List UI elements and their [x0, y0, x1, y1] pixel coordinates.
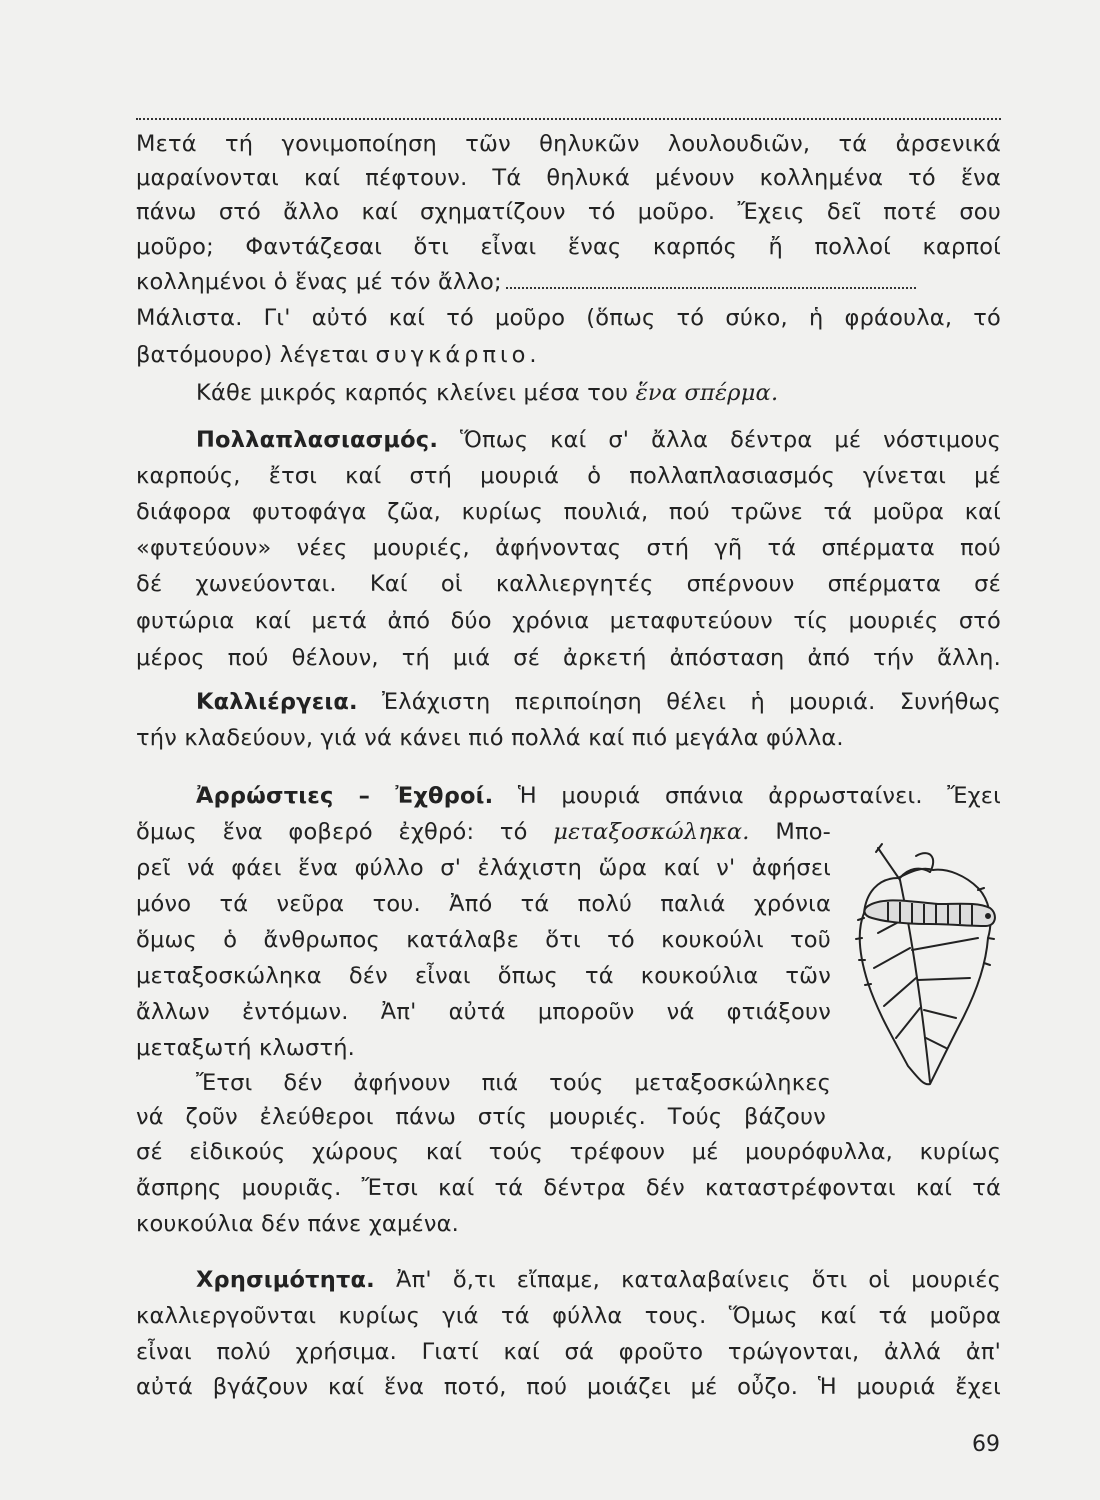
- text-line: πάνω στό ἄλλο καί σχηματίζουν τό μοῦρο. Ἔχεις δεῖ ποτέ σου: [136, 199, 1001, 225]
- text-line: καρπούς, ἔτσι καί στή μουριά ὁ πολλαπλασιασμός γίνεται μέ: [136, 463, 1001, 489]
- mulberry-leaf-with-silkworm-icon: [838, 838, 1016, 1088]
- text-line: [196, 1264, 1001, 1296]
- text-line: δέ χωνεύονται. Καί οἱ καλλιεργητές σπέρνουν σπέρματα σέ: [136, 571, 1001, 597]
- text-fragment: Κάθε μικρός καρπός κλείνει μέσα του: [196, 380, 629, 406]
- text-line: σέ εἰδικούς χώρους καί τούς τρέφουν μέ μουρόφυλλα, κυρίως: [136, 1139, 1001, 1165]
- italic-term: ἕνα σπέρμα.: [635, 380, 779, 406]
- text-line: μεταξωτή κλωστή.: [136, 1035, 356, 1061]
- text-line: αὐτά βγάζουν καί ἕνα ποτό, πού μοιάζει μέ οὖζο. Ἡ μουριά ἔχει: [136, 1374, 1001, 1400]
- text-fragment: Ἡ μουριά σπάνια ἀρρωσταίνει. Ἔχει: [517, 783, 1001, 809]
- text-line: μόνο τά νεῦρα του. Ἀπό τά πολύ παλιά χρόνια: [136, 891, 831, 917]
- text-line: φυτώρια καί μετά ἀπό δύο χρόνια μεταφυτεύουν τίς μουριές στό: [136, 608, 1001, 634]
- section-heading-diseases: Ἀρρώστιες – Ἐχθροί.: [196, 783, 494, 809]
- text-line: [196, 377, 778, 409]
- text-line: τήν κλαδεύουν, γιά νά κάνει πιό πολλά καί πιό μεγάλα φύλλα.: [136, 725, 844, 751]
- text-line: Μετά τή γονιμοποίηση τῶν θηλυκῶν λουλουδιῶν, τά ἀρσενικά: [136, 131, 1001, 157]
- text-line: διάφορα φυτοφάγα ζῶα, κυρίως πουλιά, πού τρῶνε τά μοῦρα καί: [136, 499, 1001, 525]
- text-line: [196, 424, 1001, 456]
- text-line: [136, 339, 537, 371]
- text-fragment: κολλημένοι ὁ ἕνας μέ τόν ἄλλο;: [136, 269, 502, 295]
- text-line: μέρος πού θέλουν, τή μιά σέ ἀρκετή ἀπόσταση ἀπό τήν ἄλλη.: [136, 645, 1001, 671]
- text-line: ἄσπρης μουριᾶς. Ἔτσι καί τά δέντρα δέν καταστρέφονται καί τά: [136, 1175, 1001, 1201]
- text-line: ἄλλων ἐντόμων. Ἀπ' αὐτά μποροῦν νά φτιάξουν: [136, 999, 831, 1025]
- text-line: μεταξοσκώληκα δέν εἶναι ὅπως τά κουκούλια τῶν: [136, 963, 831, 989]
- text-line: [136, 816, 831, 848]
- text-fragment: Ὅπως καί σ' ἄλλα δέντρα μέ νόστιμους: [460, 427, 1001, 453]
- italic-term: μεταξοσκώληκα.: [553, 819, 750, 845]
- text-line: Ἔτσι δέν ἀφήνουν πιά τούς μεταξοσκώληκες: [196, 1070, 831, 1096]
- text-line: Μάλιστα. Γι' αὐτό καί τό μοῦρο (ὅπως τό σύκο, ἡ φράουλα, τό: [136, 305, 1001, 331]
- text-fragment: Μπο-: [775, 819, 831, 845]
- section-heading-usefulness: Χρησιμότητα.: [196, 1267, 375, 1293]
- text-line: μαραίνονται καί πέφτουν. Τά θηλυκά μένουν κολλημένα τό ἕνα: [136, 165, 1001, 191]
- text-line: καλλιεργοῦνται κυρίως γιά τά φύλλα τους. Ὅμως καί τά μοῦρα: [136, 1303, 1001, 1329]
- text-line: [136, 266, 1001, 298]
- page-number: 69: [972, 1432, 1000, 1457]
- text-line: ὅμως ὁ ἄνθρωπος κατάλαβε ὅτι τό κουκούλι τοῦ: [136, 927, 831, 953]
- text-fragment: ὅμως ἕνα φοβερό ἐχθρό: τό: [136, 819, 528, 845]
- top-dotted-rule: [136, 98, 1001, 120]
- text-fragment: Ἀπ' ὅ,τι εἴπαμε, καταλαβαίνεις ὅτι οἱ μουριές: [396, 1267, 1001, 1293]
- text-fragment: .: [529, 342, 537, 368]
- text-line: κουκούλια δέν πάνε χαμένα.: [136, 1211, 459, 1237]
- text-fragment: βατόμουρο) λέγεται: [136, 342, 369, 368]
- section-heading-reproduction: Πολλαπλασιασμός.: [196, 427, 439, 453]
- text-line: εἶναι πολύ χρήσιμα. Γιατί καί σά φροῦτο τρώγονται, ἀλλά ἀπ': [136, 1339, 1001, 1365]
- text-line: μοῦρο; Φαντάζεσαι ὅτι εἶναι ἕνας καρπός ἤ πολλοί καρποί: [136, 234, 1001, 260]
- text-fragment: Ἐλάχιστη περιποίηση θέλει ἡ μουριά. Συνήθως: [382, 689, 1001, 715]
- dotted-fill-line: [506, 277, 916, 289]
- text-line: [196, 780, 1001, 812]
- text-line: «φυτεύουν» νέες μουριές, ἀφήνοντας στή γῆ τά σπέρματα πού: [136, 535, 1001, 561]
- term-syncarp: συγκάρπιο: [375, 342, 530, 368]
- text-line: ρεῖ νά φάει ἕνα φύλλο σ' ἐλάχιστη ὥρα καί ν' ἀφήσει: [136, 855, 831, 881]
- text-line: νά ζοῦν ἐλεύθεροι πάνω στίς μουριές. Τούς βάζουν: [136, 1104, 826, 1130]
- text-line: [196, 686, 1001, 718]
- section-heading-cultivation: Καλλιέργεια.: [196, 689, 358, 715]
